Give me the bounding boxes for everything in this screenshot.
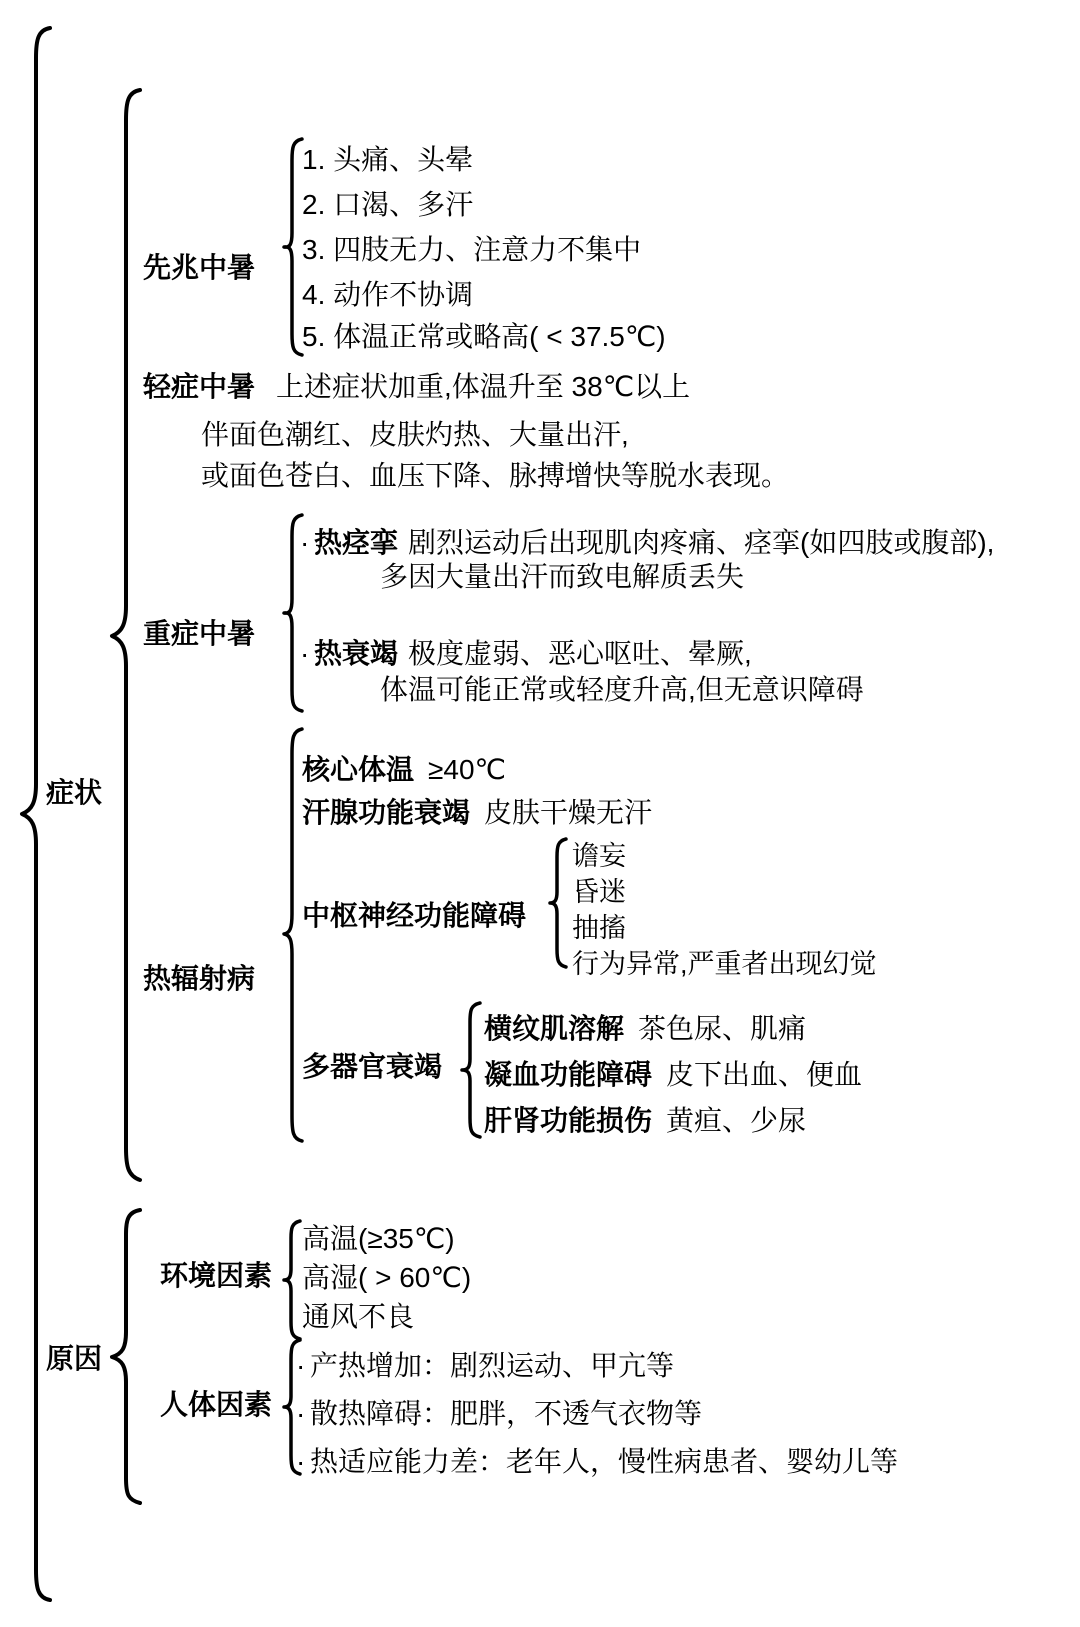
node-label-qingzheng: 轻症中暑 — [143, 371, 256, 402]
zhongzheng-item-2-head: 热衰竭 — [314, 638, 399, 669]
cns-sub-4: 行为异常,严重者出现幻觉 — [572, 949, 877, 979]
zhongzheng-item-2-cont: 体温可能正常或轻度升高,但无意识障碍 — [380, 674, 864, 705]
human-item-1 — [296, 1344, 674, 1384]
mof-row-2 — [484, 1053, 862, 1093]
core-temp-head: 核心体温 — [302, 754, 415, 785]
zhongzheng-item-2 — [300, 632, 752, 672]
mof-row-3-head: 肝肾功能损伤 — [484, 1105, 653, 1136]
symptoms-group-brace — [108, 86, 148, 1186]
qingzheng-line-2: 伴面色潮红、皮肤灼热、大量出汗, — [201, 419, 629, 450]
node-label-refushebing: 热辐射病 — [143, 963, 256, 994]
xianzhao-item-1: 1. 头痛、头晕 — [302, 144, 474, 175]
qingzheng-line-3: 或面色苍白、血压下降、脉搏增快等脱水表现。 — [201, 460, 790, 491]
sweat-failure-head: 汗腺功能衰竭 — [302, 797, 471, 828]
zhongzheng-item-1-cont: 多因大量出汗而致电解质丢失 — [380, 561, 745, 592]
mof-row-1 — [484, 1007, 806, 1047]
human-item-3 — [296, 1440, 898, 1480]
human-item-2-text: 散热障碍：肥胖，不透气衣物等 — [310, 1398, 703, 1429]
mof-row-3-text: 黄疸、少尿 — [666, 1105, 807, 1136]
cns-brace — [548, 836, 572, 970]
mof-row-3 — [484, 1099, 806, 1139]
refushebing-row-sweat — [302, 791, 652, 831]
core-temp-value: ≥40℃ — [428, 754, 506, 785]
refushebing-row-core-temp — [302, 748, 506, 788]
mof-row-1-head: 横纹肌溶解 — [484, 1013, 625, 1044]
bullet-icon: · — [300, 638, 310, 669]
xianzhao-item-3: 3. 四肢无力、注意力不集中 — [302, 234, 642, 265]
mof-brace — [460, 1000, 486, 1140]
xianzhao-item-4: 4. 动作不协调 — [302, 279, 474, 310]
zhongzheng-item-2-text: 极度虚弱、恶心呕吐、晕厥, — [408, 638, 752, 669]
cns-sub-2: 昏迷 — [572, 877, 626, 907]
bullet-icon: · — [296, 1398, 306, 1429]
bullet-icon: · — [300, 527, 310, 558]
human-item-3-text: 热适应能力差：老年人，慢性病患者、婴幼儿等 — [310, 1446, 899, 1477]
sweat-failure-text: 皮肤干燥无汗 — [484, 797, 653, 828]
human-item-1-text: 产热增加：剧烈运动、甲亢等 — [310, 1350, 675, 1381]
bullet-icon: · — [296, 1446, 306, 1477]
zhongzheng-item-1-text: 剧烈运动后出现肌肉疼痛、痉挛(如四肢或腹部), — [408, 527, 995, 558]
branch-label-causes: 原因 — [46, 1343, 103, 1374]
xianzhao-item-2: 2. 口渴、多汗 — [302, 189, 474, 220]
environment-item-1: 高温(≥35℃) — [302, 1223, 455, 1254]
mof-head: 多器官衰竭 — [302, 1051, 443, 1082]
node-label-environment: 环境因素 — [160, 1260, 273, 1291]
zhongzheng-item-1-head: 热痉挛 — [314, 527, 399, 558]
human-item-2 — [296, 1392, 702, 1432]
cns-head: 中枢神经功能障碍 — [302, 900, 527, 931]
zhongzheng-item-1 — [300, 521, 994, 561]
branch-label-symptoms: 症状 — [46, 777, 103, 808]
node-label-human: 人体因素 — [160, 1389, 273, 1420]
environment-item-3: 通风不良 — [302, 1301, 415, 1332]
node-label-zhongzheng: 重症中暑 — [143, 618, 256, 649]
causes-group-brace — [108, 1206, 148, 1506]
mof-row-2-head: 凝血功能障碍 — [484, 1059, 653, 1090]
mof-row-2-text: 皮下出血、便血 — [666, 1059, 863, 1090]
mof-row-1-text: 茶色尿、肌痛 — [638, 1013, 807, 1044]
environment-item-2: 高湿( > 60℃) — [302, 1262, 472, 1293]
cns-sub-1: 谵妄 — [572, 841, 626, 871]
node-label-xianzhao: 先兆中暑 — [143, 252, 256, 283]
cns-sub-3: 抽搐 — [572, 913, 626, 943]
qingzheng-line-1: 上述症状加重,体温升至 38℃以上 — [276, 371, 691, 402]
bullet-icon: · — [296, 1350, 306, 1381]
xianzhao-item-5: 5. 体温正常或略高( < 37.5℃) — [302, 321, 666, 352]
